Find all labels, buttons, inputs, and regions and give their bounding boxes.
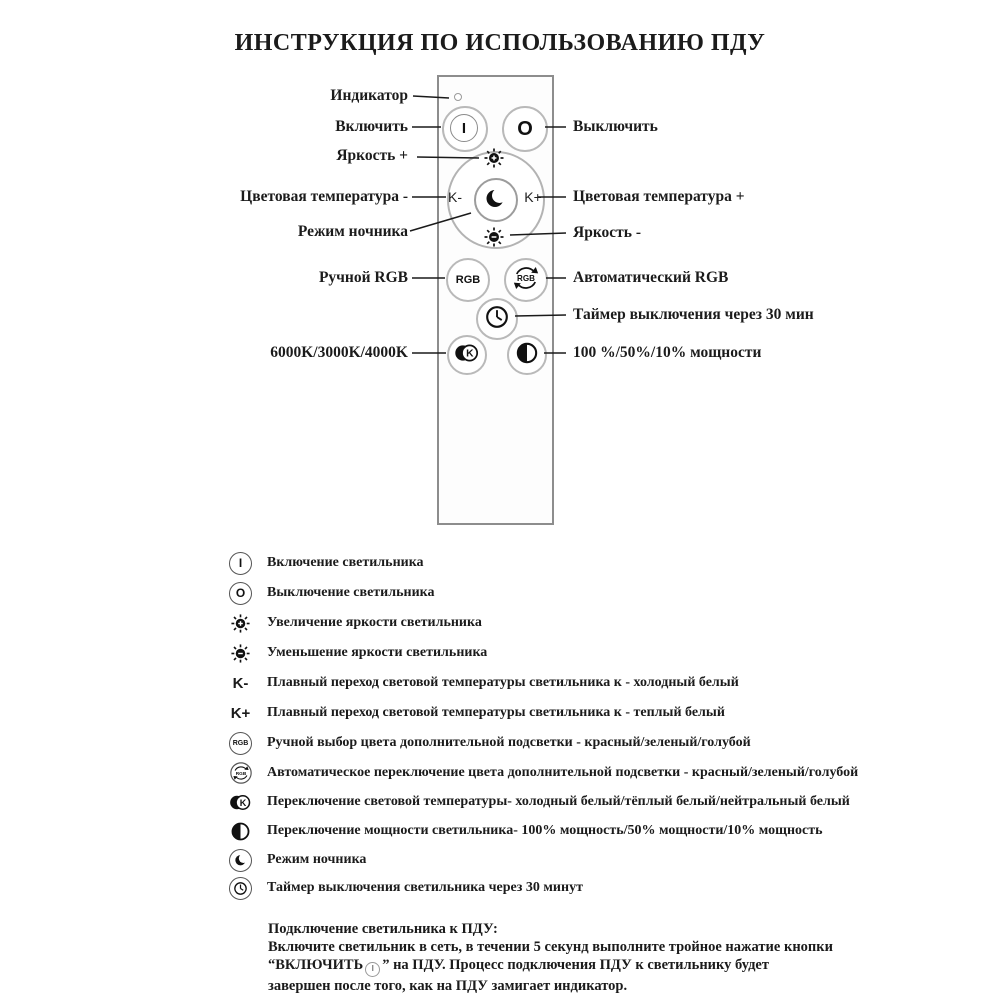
callout-timer: Таймер выключения через 30 мин bbox=[573, 306, 814, 323]
power-off-icon: O bbox=[517, 117, 533, 140]
power-on-icon: I bbox=[450, 114, 478, 142]
power-on-icon: I bbox=[365, 962, 380, 977]
connection-instructions bbox=[268, 920, 878, 995]
brightness-down-icon bbox=[483, 226, 505, 248]
legend-text: Увеличение яркости светильника bbox=[267, 615, 482, 630]
svg-text:K: K bbox=[466, 348, 474, 360]
brightness-up-icon bbox=[483, 147, 505, 169]
legend-text: Таймер выключения светильника через 30 минут bbox=[267, 880, 583, 895]
legend-text: Плавный переход световой температуры светильника к - теплый белый bbox=[267, 705, 725, 720]
rgb-auto-button bbox=[504, 258, 548, 302]
half-circle-icon bbox=[515, 341, 539, 370]
power-off-icon: O bbox=[229, 582, 252, 605]
legend-row bbox=[227, 612, 482, 634]
rgb-auto-icon bbox=[511, 263, 541, 298]
legend-row bbox=[227, 732, 751, 754]
power-on-button bbox=[442, 106, 488, 152]
legend-row bbox=[227, 642, 487, 664]
color-temperature-icon bbox=[227, 791, 254, 814]
k-minus-button: K- bbox=[448, 189, 462, 205]
callout-manual-rgb: Ручной RGB bbox=[318, 269, 408, 286]
svg-text:K: K bbox=[239, 797, 247, 808]
brightness-up-icon bbox=[227, 613, 254, 634]
power-on-icon: I bbox=[229, 552, 252, 575]
timer-icon bbox=[229, 877, 252, 900]
rgb-manual-button bbox=[446, 258, 490, 302]
legend-row bbox=[227, 582, 435, 604]
legend-text: Переключение световой температуры- холодный белый/тёплый белый/нейтральный белый bbox=[267, 794, 850, 809]
legend-row bbox=[227, 849, 366, 871]
power-off-button bbox=[502, 106, 548, 152]
legend-text: Переключение мощности светильника- 100% мощность/50% мощности/10% мощность bbox=[267, 823, 823, 838]
clock-icon bbox=[484, 304, 510, 335]
callout-turn-on: Включить bbox=[335, 118, 408, 135]
moon-icon bbox=[483, 185, 509, 216]
timer-button bbox=[476, 298, 518, 340]
page-title: ИНСТРУКЦИЯ ПО ИСПОЛЬЗОВАНИЮ ПДУ bbox=[234, 30, 766, 56]
color-temperature-button bbox=[447, 335, 487, 375]
indicator-led bbox=[454, 93, 462, 101]
svg-text:RGB: RGB bbox=[235, 771, 246, 777]
legend-text: Ручной выбор цвета дополнительной подсветки - красный/зеленый/голубой bbox=[267, 735, 751, 750]
color-temperature-icon bbox=[454, 340, 480, 371]
legend-text: Автоматическое переключение цвета дополнительной подсветки - красный/зеленый/голубой bbox=[267, 765, 859, 780]
power-level-button bbox=[507, 335, 547, 375]
callout-brightness-minus: Яркость - bbox=[573, 224, 642, 241]
k-plus-button: K+ bbox=[524, 189, 542, 205]
legend-row bbox=[227, 877, 583, 899]
callout-turn-off: Выключить bbox=[573, 118, 658, 135]
callout-power-levels: 100 %/50%/10% мощности bbox=[573, 344, 762, 361]
legend-row bbox=[227, 672, 739, 694]
callout-color-temp-minus: Цветовая температура - bbox=[240, 188, 408, 205]
k-plus-icon: K+ bbox=[230, 704, 251, 722]
legend-text: Включение светильника bbox=[267, 555, 424, 570]
legend-row bbox=[227, 820, 823, 842]
svg-text:RGB: RGB bbox=[517, 273, 535, 283]
callout-auto-rgb: Автоматический RGB bbox=[573, 269, 729, 286]
night-mode-icon bbox=[229, 849, 252, 872]
legend-text: Режим ночника bbox=[267, 852, 367, 867]
night-mode-button bbox=[474, 178, 518, 222]
rgb-manual-icon: RGB bbox=[229, 732, 252, 755]
legend-row bbox=[227, 791, 850, 813]
footer-line-2: Включите светильник в сеть, в течении 5 секунд выполните тройное нажатие кнопки bbox=[268, 939, 833, 955]
footer-line-3: “ВКЛЮЧИТЬ I ” на ПДУ. Процесс подключения ПДУ к светильнику будет bbox=[268, 956, 878, 977]
legend-text: Уменьшение яркости светильника bbox=[267, 645, 488, 660]
k-minus-icon: K- bbox=[232, 674, 249, 692]
rgb-auto-icon bbox=[227, 762, 254, 784]
legend-text: Выключение светильника bbox=[267, 585, 435, 600]
footer-line-1: Подключение светильника к ПДУ: bbox=[268, 921, 498, 937]
callout-night-mode: Режим ночника bbox=[297, 223, 408, 240]
callout-brightness-plus: Яркость + bbox=[336, 147, 408, 164]
legend-row bbox=[227, 702, 725, 724]
power-level-icon bbox=[227, 821, 254, 842]
callout-kelvin-values: 6000K/3000K/4000K bbox=[270, 344, 408, 361]
rgb-icon: RGB bbox=[455, 274, 481, 286]
callout-color-temp-plus: Цветовая температура + bbox=[573, 188, 745, 205]
callout-indicator: Индикатор bbox=[330, 87, 408, 104]
legend-text: Плавный переход световой температуры светильника к - холодный белый bbox=[267, 675, 739, 690]
legend-row bbox=[227, 552, 424, 574]
brightness-down-icon bbox=[227, 643, 254, 664]
footer-line-4: завершен после того, как на ПДУ замигает индикатор. bbox=[268, 977, 628, 994]
legend-row bbox=[227, 762, 858, 784]
